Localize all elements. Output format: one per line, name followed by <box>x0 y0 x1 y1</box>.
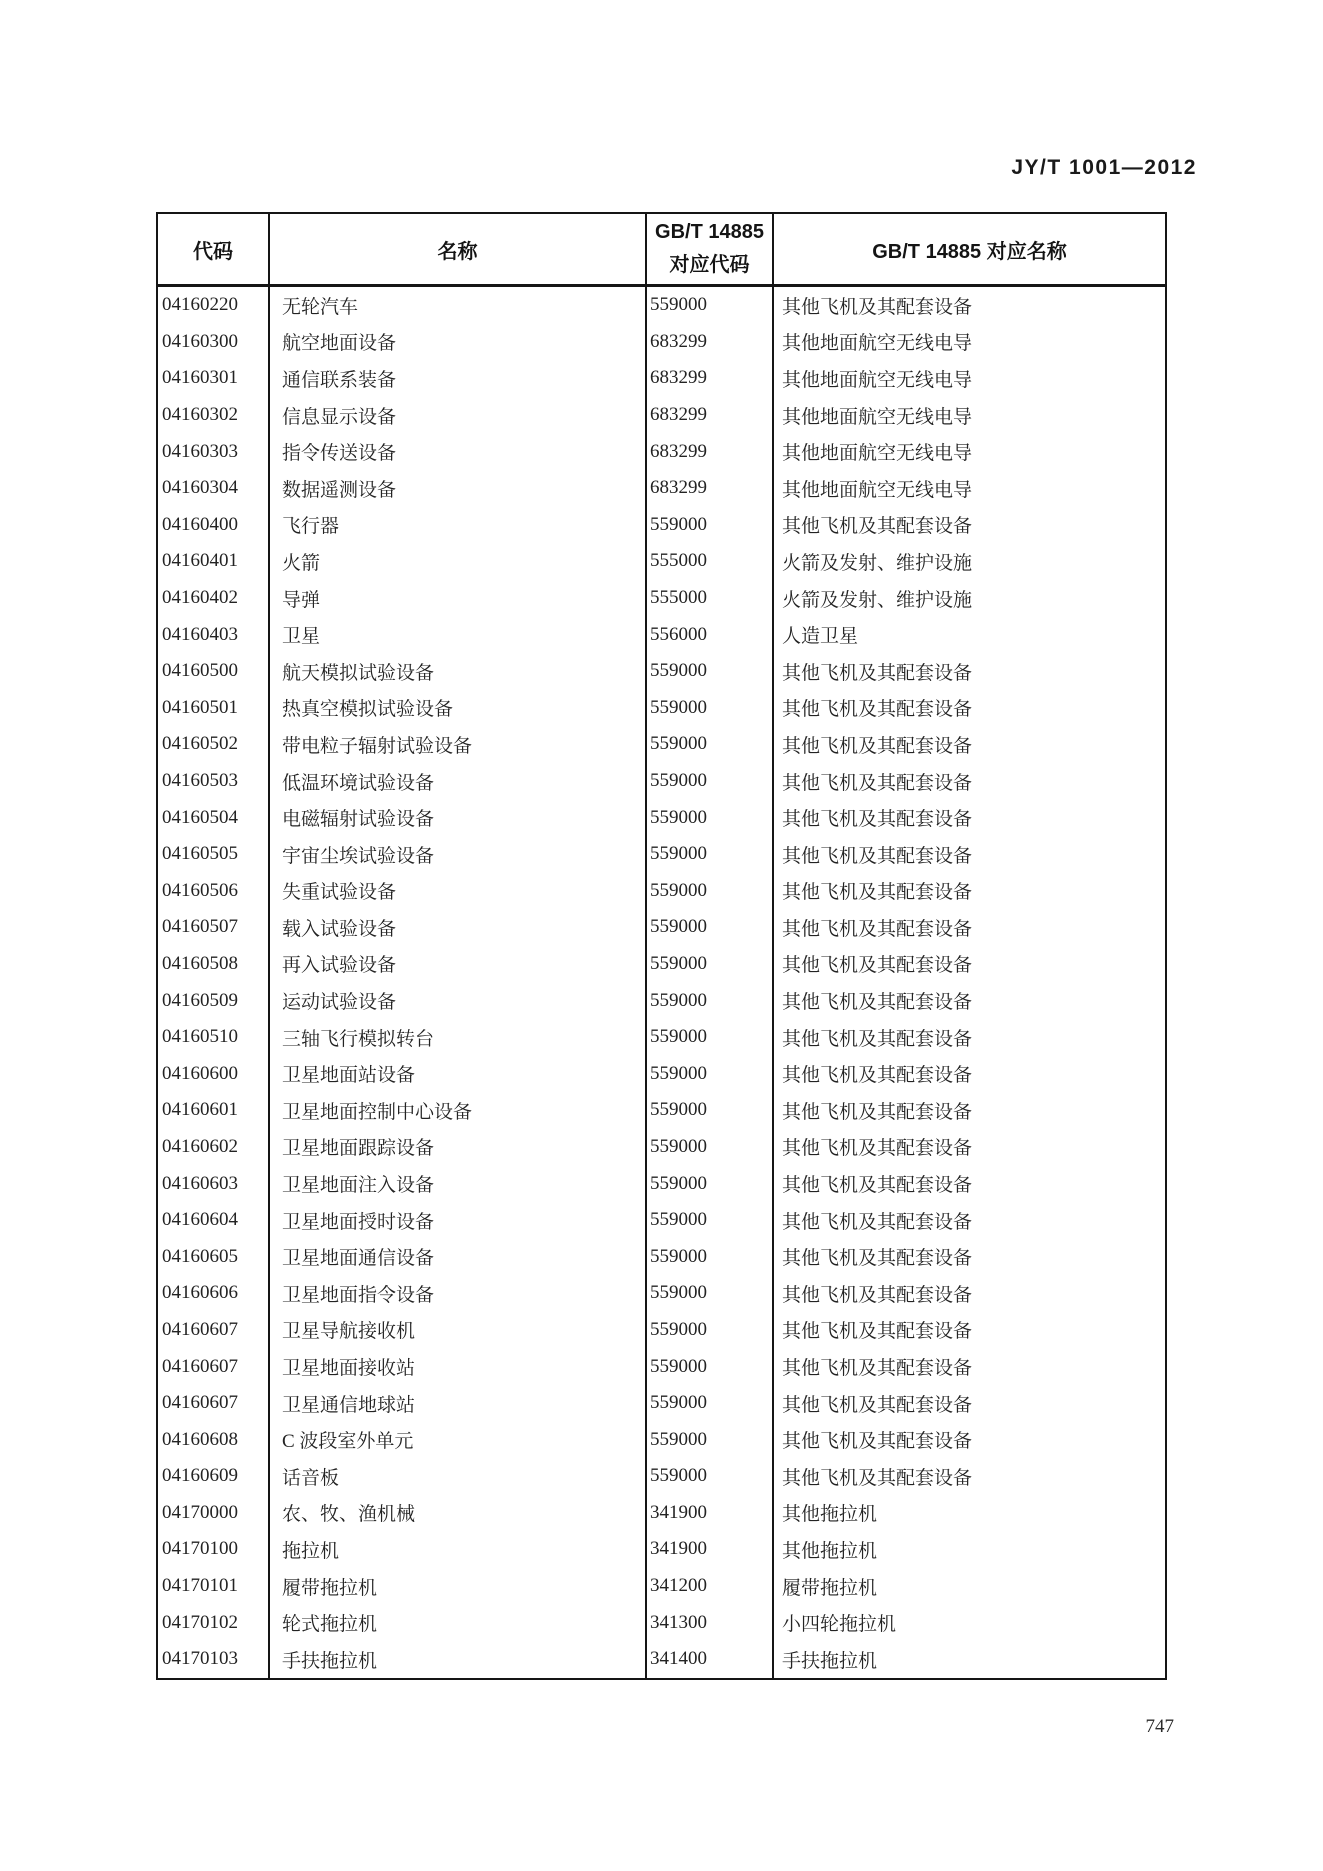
table-cell: 559000 <box>646 1055 773 1092</box>
table-cell: 其他飞机及其配套设备 <box>773 1275 1166 1312</box>
table-cell: 04160500 <box>157 653 269 690</box>
table-cell: 04160605 <box>157 1238 269 1275</box>
table-row <box>157 1531 1166 1568</box>
table-cell: 话音板 <box>269 1458 646 1495</box>
table-cell: 559000 <box>646 1202 773 1239</box>
table-cell: 04170000 <box>157 1495 269 1532</box>
table-cell: 04170103 <box>157 1641 269 1679</box>
table-cell: 04160502 <box>157 726 269 763</box>
table-cell: 失重试验设备 <box>269 873 646 910</box>
table-cell: 其他飞机及其配套设备 <box>773 1348 1166 1385</box>
table-cell: 559000 <box>646 1421 773 1458</box>
table-cell: 559000 <box>646 909 773 946</box>
table-cell: 04160400 <box>157 507 269 544</box>
table-cell: 559000 <box>646 873 773 910</box>
table-row <box>157 799 1166 836</box>
table-cell: 559000 <box>646 1312 773 1349</box>
table-cell: 04160402 <box>157 580 269 617</box>
table-row <box>157 1202 1166 1239</box>
table-row <box>157 616 1166 653</box>
table-row <box>157 1641 1166 1679</box>
table-cell: 04160506 <box>157 873 269 910</box>
table-cell: 04170102 <box>157 1604 269 1641</box>
table-cell: 559000 <box>646 1019 773 1056</box>
table-cell: 559000 <box>646 1092 773 1129</box>
table-cell: 04170100 <box>157 1531 269 1568</box>
table-cell: 04160301 <box>157 360 269 397</box>
table-row <box>157 653 1166 690</box>
table-row <box>157 1129 1166 1166</box>
table-cell: 无轮汽车 <box>269 286 646 324</box>
table-cell: 拖拉机 <box>269 1531 646 1568</box>
table-cell: 559000 <box>646 1348 773 1385</box>
table-row <box>157 1458 1166 1495</box>
header-name: 名称 <box>269 213 646 286</box>
table-cell: 其他地面航空无线电导 <box>773 360 1166 397</box>
table-cell: 683299 <box>646 397 773 434</box>
table-cell: 卫星地面接收站 <box>269 1348 646 1385</box>
table-cell: 04160509 <box>157 982 269 1019</box>
table-cell: 履带拖拉机 <box>269 1568 646 1605</box>
table-row <box>157 1055 1166 1092</box>
table-row <box>157 1568 1166 1605</box>
table-cell: 宇宙尘埃试验设备 <box>269 836 646 873</box>
table-cell: 04160510 <box>157 1019 269 1056</box>
table-row <box>157 470 1166 507</box>
table-row <box>157 982 1166 1019</box>
table-cell: 556000 <box>646 616 773 653</box>
table-row <box>157 1312 1166 1349</box>
table-cell: 手扶拖拉机 <box>269 1641 646 1679</box>
table-cell: 其他飞机及其配套设备 <box>773 1165 1166 1202</box>
table-cell: 再入试验设备 <box>269 946 646 983</box>
table-cell: 其他地面航空无线电导 <box>773 470 1166 507</box>
table-cell: 04160303 <box>157 433 269 470</box>
table-cell: 其他地面航空无线电导 <box>773 397 1166 434</box>
table-cell: 其他飞机及其配套设备 <box>773 1092 1166 1129</box>
table-cell: 其他飞机及其配套设备 <box>773 690 1166 727</box>
table-cell: 航天模拟试验设备 <box>269 653 646 690</box>
table-cell: 人造卫星 <box>773 616 1166 653</box>
table-cell: 559000 <box>646 836 773 873</box>
table-row <box>157 397 1166 434</box>
table-cell: 其他飞机及其配套设备 <box>773 763 1166 800</box>
table-cell: 04160503 <box>157 763 269 800</box>
table-cell: 04160508 <box>157 946 269 983</box>
table-cell: 手扶拖拉机 <box>773 1641 1166 1679</box>
table-cell: 卫星地面指令设备 <box>269 1275 646 1312</box>
table-cell: 04160600 <box>157 1055 269 1092</box>
table-cell: 卫星地面跟踪设备 <box>269 1129 646 1166</box>
table-row <box>157 1348 1166 1385</box>
table-cell: 卫星通信地球站 <box>269 1385 646 1422</box>
table-cell: 559000 <box>646 507 773 544</box>
table-cell: 低温环境试验设备 <box>269 763 646 800</box>
table-cell: 其他飞机及其配套设备 <box>773 836 1166 873</box>
table-row <box>157 507 1166 544</box>
table-cell: 04160504 <box>157 799 269 836</box>
table-row <box>157 1019 1166 1056</box>
table-row <box>157 873 1166 910</box>
table-cell: 341200 <box>646 1568 773 1605</box>
table-cell: 卫星地面控制中心设备 <box>269 1092 646 1129</box>
table-cell: 电磁辐射试验设备 <box>269 799 646 836</box>
table-cell: 341900 <box>646 1495 773 1532</box>
table-cell: 卫星地面注入设备 <box>269 1165 646 1202</box>
table-cell: 04160601 <box>157 1092 269 1129</box>
table-cell: 559000 <box>646 946 773 983</box>
table-cell: 其他飞机及其配套设备 <box>773 1019 1166 1056</box>
table-cell: 其他拖拉机 <box>773 1531 1166 1568</box>
table-cell: 卫星地面授时设备 <box>269 1202 646 1239</box>
table-cell: 其他飞机及其配套设备 <box>773 909 1166 946</box>
table-cell: 信息显示设备 <box>269 397 646 434</box>
table-cell: 04160302 <box>157 397 269 434</box>
header-code: 代码 <box>157 213 269 286</box>
table-cell: 运动试验设备 <box>269 982 646 1019</box>
table-cell: 04160505 <box>157 836 269 873</box>
table-cell: 04160220 <box>157 286 269 324</box>
table-cell: 04160304 <box>157 470 269 507</box>
table-cell: 559000 <box>646 1165 773 1202</box>
table-cell: 指令传送设备 <box>269 433 646 470</box>
table-row <box>157 1092 1166 1129</box>
table-cell: 其他飞机及其配套设备 <box>773 1055 1166 1092</box>
table-cell: 其他飞机及其配套设备 <box>773 1238 1166 1275</box>
table-cell: 卫星地面通信设备 <box>269 1238 646 1275</box>
table-cell: 04160607 <box>157 1312 269 1349</box>
table-cell: 数据遥测设备 <box>269 470 646 507</box>
table-row <box>157 1421 1166 1458</box>
table-cell: 航空地面设备 <box>269 324 646 361</box>
table-cell: 04170101 <box>157 1568 269 1605</box>
table-row <box>157 1238 1166 1275</box>
table-cell: 其他飞机及其配套设备 <box>773 1458 1166 1495</box>
table-cell: 其他飞机及其配套设备 <box>773 1385 1166 1422</box>
table-cell: 其他飞机及其配套设备 <box>773 726 1166 763</box>
table-cell: 三轴飞行模拟转台 <box>269 1019 646 1056</box>
table-row <box>157 433 1166 470</box>
table-cell: 559000 <box>646 726 773 763</box>
table-cell: 农、牧、渔机械 <box>269 1495 646 1532</box>
table-cell: 04160602 <box>157 1129 269 1166</box>
table-cell: 559000 <box>646 1238 773 1275</box>
table-row <box>157 286 1166 324</box>
table-cell: 其他飞机及其配套设备 <box>773 946 1166 983</box>
table-row <box>157 836 1166 873</box>
table-cell: 热真空模拟试验设备 <box>269 690 646 727</box>
table-cell: 559000 <box>646 690 773 727</box>
table-cell: 555000 <box>646 543 773 580</box>
table-cell: 683299 <box>646 324 773 361</box>
table-cell: 其他飞机及其配套设备 <box>773 1129 1166 1166</box>
table-cell: 559000 <box>646 799 773 836</box>
table-cell: 轮式拖拉机 <box>269 1604 646 1641</box>
table-cell: 04160607 <box>157 1348 269 1385</box>
page-number: 747 <box>1145 1716 1174 1737</box>
table-cell: 卫星地面站设备 <box>269 1055 646 1092</box>
standard-number: JY/T 1001—2012 <box>1011 156 1197 179</box>
table-cell: 04160403 <box>157 616 269 653</box>
table-cell: 带电粒子辐射试验设备 <box>269 726 646 763</box>
header-gbt-code <box>646 213 773 286</box>
table-cell: 火箭及发射、维护设施 <box>773 543 1166 580</box>
table-cell: 其他飞机及其配套设备 <box>773 507 1166 544</box>
table-cell: 其他地面航空无线电导 <box>773 433 1166 470</box>
table-row <box>157 946 1166 983</box>
table-row <box>157 1165 1166 1202</box>
table-cell: 其他飞机及其配套设备 <box>773 1202 1166 1239</box>
table-cell: 559000 <box>646 1458 773 1495</box>
table-cell: 载入试验设备 <box>269 909 646 946</box>
table-cell: 其他飞机及其配套设备 <box>773 982 1166 1019</box>
table-cell: 其他拖拉机 <box>773 1495 1166 1532</box>
table-row <box>157 360 1166 397</box>
table-row <box>157 1604 1166 1641</box>
table-cell: 04160507 <box>157 909 269 946</box>
table-cell: 683299 <box>646 433 773 470</box>
header-gbt-code-line1: GB/T 14885 <box>655 221 764 243</box>
table-row <box>157 543 1166 580</box>
table-cell: 341900 <box>646 1531 773 1568</box>
table-cell: C 波段室外单元 <box>269 1421 646 1458</box>
table-row <box>157 580 1166 617</box>
table-row <box>157 1385 1166 1422</box>
table-header-row <box>157 213 1166 286</box>
table-cell: 559000 <box>646 1385 773 1422</box>
table-cell: 555000 <box>646 580 773 617</box>
table-cell: 04160501 <box>157 690 269 727</box>
table-cell: 导弹 <box>269 580 646 617</box>
table-cell: 559000 <box>646 653 773 690</box>
table-cell: 其他飞机及其配套设备 <box>773 873 1166 910</box>
table-cell: 341300 <box>646 1604 773 1641</box>
table-cell: 04160607 <box>157 1385 269 1422</box>
table-cell: 341400 <box>646 1641 773 1679</box>
table-cell: 其他飞机及其配套设备 <box>773 653 1166 690</box>
table-cell: 火箭 <box>269 543 646 580</box>
code-mapping-table <box>156 212 1167 1680</box>
table-cell: 04160401 <box>157 543 269 580</box>
table-cell: 04160300 <box>157 324 269 361</box>
table-cell: 其他飞机及其配套设备 <box>773 286 1166 324</box>
table-cell: 小四轮拖拉机 <box>773 1604 1166 1641</box>
table-cell: 559000 <box>646 1129 773 1166</box>
header-gbt-code-line2: 对应代码 <box>669 254 750 276</box>
table-row <box>157 324 1166 361</box>
table-cell: 飞行器 <box>269 507 646 544</box>
table-cell: 04160608 <box>157 1421 269 1458</box>
table-cell: 卫星导航接收机 <box>269 1312 646 1349</box>
table-cell: 559000 <box>646 286 773 324</box>
table-row <box>157 763 1166 800</box>
table-cell: 其他飞机及其配套设备 <box>773 799 1166 836</box>
table-cell: 04160609 <box>157 1458 269 1495</box>
header-gbt-name: GB/T 14885 对应名称 <box>773 213 1166 286</box>
table-cell: 04160603 <box>157 1165 269 1202</box>
table-cell: 卫星 <box>269 616 646 653</box>
table-cell: 683299 <box>646 360 773 397</box>
table-cell: 其他飞机及其配套设备 <box>773 1312 1166 1349</box>
table-cell: 559000 <box>646 763 773 800</box>
table-cell: 04160606 <box>157 1275 269 1312</box>
table-cell: 559000 <box>646 1275 773 1312</box>
table-row <box>157 726 1166 763</box>
table-cell: 火箭及发射、维护设施 <box>773 580 1166 617</box>
table-cell: 其他飞机及其配套设备 <box>773 1421 1166 1458</box>
table-cell: 559000 <box>646 982 773 1019</box>
table-cell: 04160604 <box>157 1202 269 1239</box>
table-row <box>157 909 1166 946</box>
table-cell: 683299 <box>646 470 773 507</box>
table-row <box>157 690 1166 727</box>
table-cell: 其他地面航空无线电导 <box>773 324 1166 361</box>
table-row <box>157 1495 1166 1532</box>
table-cell: 履带拖拉机 <box>773 1568 1166 1605</box>
table-cell: 通信联系装备 <box>269 360 646 397</box>
table-row <box>157 1275 1166 1312</box>
